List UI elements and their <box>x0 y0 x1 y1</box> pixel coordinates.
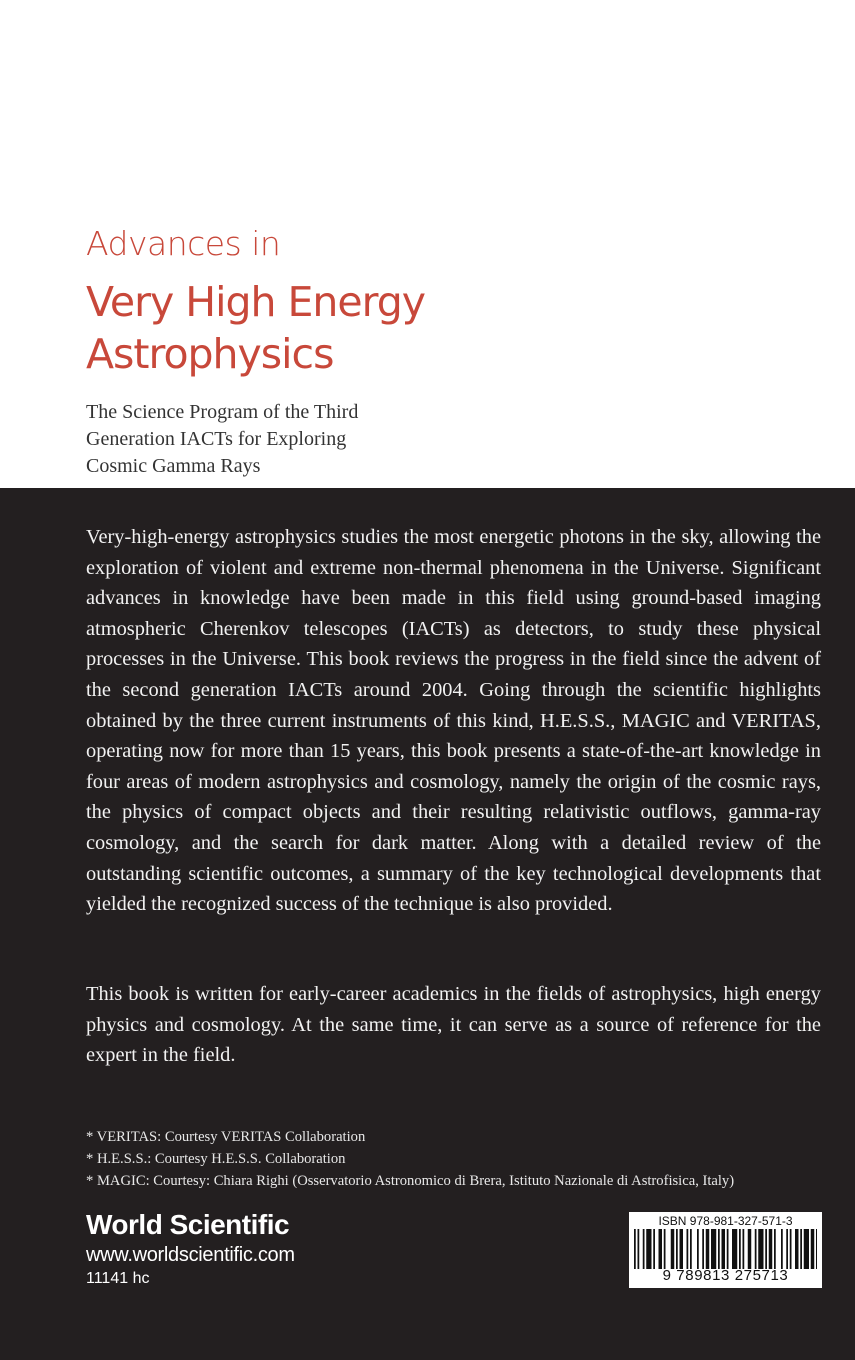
publisher-name: World Scientific <box>86 1209 290 1240</box>
book-title-line-2: Astrophysics <box>86 330 334 378</box>
isbn-digits: 9 789813 275713 <box>662 1267 789 1284</box>
cover-top-panel <box>0 0 855 488</box>
subtitle-line: The Science Program of the Third <box>86 401 359 423</box>
book-subtitle <box>86 399 358 480</box>
barcode-bars <box>634 1229 817 1269</box>
blurb-paragraph-2: This book is written for early-career academics in the fields of astrophysics, high energy physics and cosmology. At the same time, it can serve as a source of reference for the expert in the field. <box>86 983 821 1067</box>
subtitle-line: Cosmic Gamma Rays <box>86 455 261 477</box>
image-credits <box>86 1126 734 1192</box>
series-title: Advances in <box>86 224 281 263</box>
subtitle-line: Generation IACTs for Exploring <box>86 428 347 450</box>
credit-line: * H.E.S.S.: Courtesy H.E.S.S. Collaboration <box>86 1151 346 1167</box>
publisher-block <box>86 1208 295 1290</box>
book-title-line-1: Very High Energy <box>86 278 426 326</box>
credit-line: * VERITAS: Courtesy VERITAS Collaboration <box>86 1129 366 1145</box>
blurb-paragraph-1: Very-high-energy astrophysics studies the most energetic photons in the sky, allowing the exploration of violent and extreme non-thermal phenomena in the Universe. Significant advances in knowledge have been made in this field using ground-based imaging atmospheric Cherenkov telescopes (IACTs) as detectors, to study these physical processes in the Universe. This book reviews the progress in the field since the advent of the second generation IACTs around 2004. Going through the scientific highlights obtained by the three current instruments of this kind, H.E.S.S., MAGIC and VERITAS, operating now for more than 15 years, this book presents a state-of-the-art knowledge in four areas of modern astrophysics and cosmology, namely the origin of the cosmic rays, the physics of compact objects and their resulting relativistic outflows, gamma-ray cosmology, and the search for dark matter. Along with a detailed review of the outstanding scientific outcomes, a summary of the key technological developments that yielded the recognized success of the technique is also provided. <box>86 526 821 916</box>
cover-bottom-panel <box>0 488 855 1360</box>
publisher-url: www.worldscientific.com <box>86 1244 295 1266</box>
publisher-code: 11141 hc <box>86 1270 150 1287</box>
isbn-barcode <box>629 1212 822 1288</box>
isbn-label: ISBN 978-981-327-571-3 <box>658 1214 793 1228</box>
credit-line: * MAGIC: Courtesy: Chiara Righi (Osservatorio Astronomico di Brera, Istituto Nazionale di Astrofisica, Italy) <box>86 1173 735 1189</box>
